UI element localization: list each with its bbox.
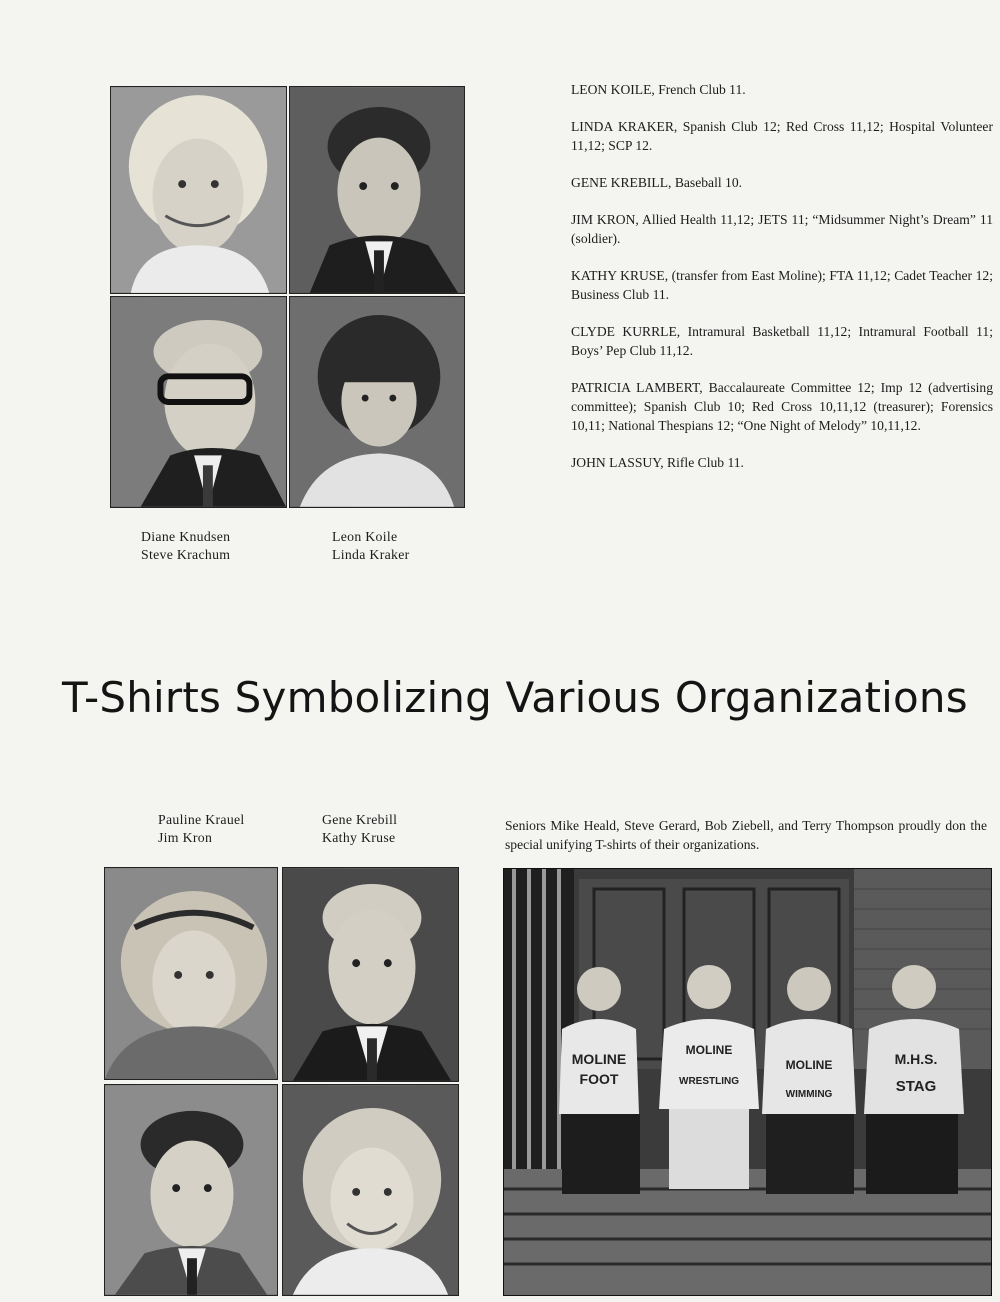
bio-entry: PATRICIA LAMBERT, Baccalaureate Committee 12; Imp 12 (advertising committee); Spanish Club 10; Red Cross 10,11,12 (treasurer); Forensics 10,11; National Thespians 12; “One Night of Melody” 10,11,12. xyxy=(571,380,993,433)
portrait-kathy-kruse xyxy=(282,1084,459,1296)
student-name: Pauline Krauel xyxy=(158,812,245,827)
student-name: Leon Koile xyxy=(332,529,398,544)
portrait-image xyxy=(290,297,464,507)
portrait-image xyxy=(290,87,464,293)
bio-entry: JIM KRON, Allied Health 11,12; JETS 11; “Midsummer Night’s Dream” 11 (soldier). xyxy=(571,212,993,246)
shirt-text: FOOT xyxy=(579,1071,619,1087)
top-names-right xyxy=(332,528,410,564)
student-name: Linda Kraker xyxy=(332,547,410,562)
top-names-left xyxy=(141,528,230,564)
portrait-jim-kron xyxy=(104,1084,278,1296)
student-name: Gene Krebill xyxy=(322,812,398,827)
portrait-image xyxy=(283,1085,458,1295)
bio-entry: LINDA KRAKER, Spanish Club 12; Red Cross 11,12; Hospital Volunteer 11,12; SCP 12. xyxy=(571,119,993,153)
portrait-image xyxy=(105,868,277,1079)
portrait-leon-koile xyxy=(289,86,465,294)
group-photo-image xyxy=(504,869,992,1296)
portrait-gene-krebill xyxy=(282,867,459,1082)
shirt-text: MOLINE xyxy=(571,1051,627,1067)
senior-activity-list xyxy=(571,80,993,472)
student-name: Diane Knudsen xyxy=(141,529,231,544)
bottom-names-left xyxy=(158,811,245,847)
portrait-diane-knudsen xyxy=(110,86,287,294)
portrait-pauline-krauel xyxy=(104,867,278,1080)
bio-entry: JOHN LASSUY, Rifle Club 11. xyxy=(571,455,744,470)
portrait-image xyxy=(111,297,286,507)
student-name: Steve Krachum xyxy=(141,547,231,562)
group-photo-tshirts xyxy=(503,868,992,1296)
bio-entry: CLYDE KURRLE, Intramural Basketball 11,12; Intramural Football 11; Boys’ Pep Club 11,12. xyxy=(571,324,993,358)
portrait-steve-krachum xyxy=(110,296,287,508)
shirt-text: WIMMING xyxy=(785,1089,833,1100)
shirt-text: MOLINE xyxy=(785,1058,833,1072)
bio-entry: LEON KOILE, French Club 11. xyxy=(571,82,746,97)
portrait-image xyxy=(111,87,286,293)
student-name: Kathy Kruse xyxy=(322,830,396,845)
portrait-image xyxy=(105,1085,277,1295)
student-name: Jim Kron xyxy=(158,830,213,845)
portrait-linda-kraker xyxy=(289,296,465,508)
group-photo-caption: Seniors Mike Heald, Steve Gerard, Bob Ziebell, and Terry Thompson proudly don the special unifying T-shirts of their organizations. xyxy=(505,818,987,852)
section-headline: T-Shirts Symbolizing Various Organizations xyxy=(62,673,968,722)
portrait-image xyxy=(283,868,458,1081)
bio-entry: GENE KREBILL, Baseball 10. xyxy=(571,175,743,190)
bottom-names-right xyxy=(322,811,397,847)
shirt-text: STAG xyxy=(895,1078,937,1095)
shirt-text: WRESTLING xyxy=(679,1076,739,1087)
bio-entry: KATHY KRUSE, (transfer from East Moline); FTA 11,12; Cadet Teacher 12; Business Club 11. xyxy=(571,268,993,302)
shirt-text: MOLINE xyxy=(685,1043,733,1057)
shirt-text: M.H.S. xyxy=(894,1051,938,1067)
